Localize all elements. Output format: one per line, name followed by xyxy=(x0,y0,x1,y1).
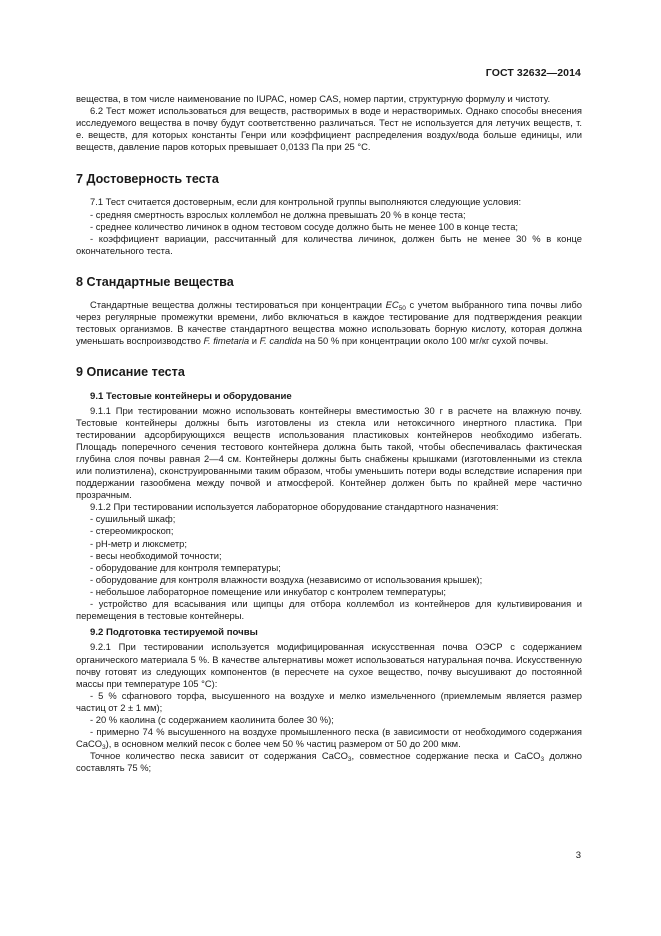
section-7-paragraph: 7.1 Тест считается достоверным, если для контрольной группы выполняются следующие условия: xyxy=(90,196,522,208)
sand-content-paragraph: Точное количество песка зависит от содержания CaCO$_3$, совместное содержание песка и CaCO$_3$ должно составлять 75 %; xyxy=(76,750,582,774)
section-8-paragraph: Стандартные вещества должны тестироваться при концентрации $EC_{50}$ с учетом выбранного типа почвы либо через регулярные промежутки времени, либо включаться в каждое тестирование для подтверждения реакции тестовых организмов. В качестве стандартного вещества можно использовать борную кислоту, которая должна уменьшать воспроизводство F. fimetaria и F. candida на 50 % при концентрации около 100 мг/кг сухой почвы. xyxy=(76,298,582,347)
section-7-condition-1: - средняя смертность взрослых коллембол не должна превышать 20 % в конце теста; xyxy=(90,208,466,220)
standard-header: ГОСТ 32632—2014 xyxy=(485,67,581,79)
soil-component-2: - 20 % каолина (с содержанием каолинита более 30 %); xyxy=(90,713,334,725)
paragraph-9-1-2: 9.1.2 При тестировании используется лабораторное оборудование стандартного назначения: xyxy=(90,501,499,513)
subsection-9-1-title: 9.1 Тестовые контейнеры и оборудование xyxy=(90,391,292,403)
equipment-item-8: - устройство для всасывания или щипцы для отбора коллембол из контейнеров для культивирования и перемещения в тестовые контейнеры. xyxy=(76,598,582,622)
intro-paragraph-1: вещества, в том числе наименование по IUPAC, номер CAS, номер партии, структурную формулу и чистоту. xyxy=(76,93,551,104)
paragraph-9-1-1: 9.1.1 При тестировании можно использовать контейнеры вместимостью 30 г в расчете на влажную почву. Тестовые контейнеры должны быть изготовлены из стекла или нетоксичного инертного пластика. При тестировании адсорбирующихся веществ использования пластиковых контейнеров необходимо избегать. Площадь поперечного сечения тестового контейнера должна быть такой, чтобы обеспечивалась фактическая глубина слоя почвы равная 2—4 см. Контейнеры должны быть снабжены крышками (изготовленными из стекла или полиэтилена), сконструированными таким образом, чтобы уменьшить потери воды вследствие испарения при поддержании газообмена между почвой и атмосферой. Контейнер должен быть по крайней мере частично прозрачным. xyxy=(76,404,582,501)
equipment-item-1: - сушильный шкаф; xyxy=(90,513,176,525)
equipment-item-7: - небольшое лабораторное помещение или инкубатор с контролем температуры; xyxy=(90,585,447,597)
equipment-item-5: - оборудование для контроля температуры; xyxy=(90,561,281,573)
equipment-item-2: - стереомикроскоп; xyxy=(90,525,174,537)
soil-component-1: - 5 % сфагнового торфа, высушенного на воздухе и мелко измельченного (приемлемым является размер частиц от 2 ± 1 мм); xyxy=(76,689,582,713)
section-7-title: 7 Достоверность теста xyxy=(76,172,219,187)
paragraph-9-2-1: 9.2.1 При тестировании используется модифицированная искусственная почва ОЭСР с содержанием органического материала 5 %. В качестве альтернативы может использоваться натуральная почва. Искусственную почву готовят из следующих компонентов (в пересчете на сухое вещество, почву высушивают до постоянной массы при температуре 105 °С): xyxy=(76,641,582,689)
equipment-item-3: - pH-метр и люксметр; xyxy=(90,537,187,549)
section-7-condition-3: - коэффициент вариации, рассчитанный для количества личинок, должен быть не менее 30 % в конце окончательного теста. xyxy=(76,232,582,256)
section-7-condition-2: - среднее количество личинок в одном тестовом сосуде должно быть не менее 100 в конце теста; xyxy=(90,220,519,232)
page-content xyxy=(76,93,582,774)
section-9-title: 9 Описание теста xyxy=(76,365,185,380)
subsection-9-2-title: 9.2 Подготовка тестируемой почвы xyxy=(90,627,258,639)
equipment-item-6: - оборудование для контроля влажности воздуха (независимо от использования крышек); xyxy=(90,573,483,585)
page-number: 3 xyxy=(575,850,581,861)
intro-paragraph-2: 6.2 Тест может использоваться для веществ, растворимых в воде и нерастворимых. Однако способы внесения исследуемого вещества в почву будут соответственно различаться. Тест не используется для летучих веществ, т. е. веществ, для которых константы Генри или коэффициент распределения воздух/вода больше единицы, или веществ, давление паров которых превышает 0,0133 Па при 25 °С. xyxy=(76,105,582,153)
section-8-title: 8 Стандартные вещества xyxy=(76,274,234,289)
soil-component-3: - примерно 74 % высушенного на воздухе промышленного песка (в зависимости от необходимого содержания CaCO$_3$), в основном мелкий песок с более чем 50 % частиц размером от 50 до 200 мкм. xyxy=(76,726,582,752)
equipment-item-4: - весы необходимой точности; xyxy=(90,549,222,561)
